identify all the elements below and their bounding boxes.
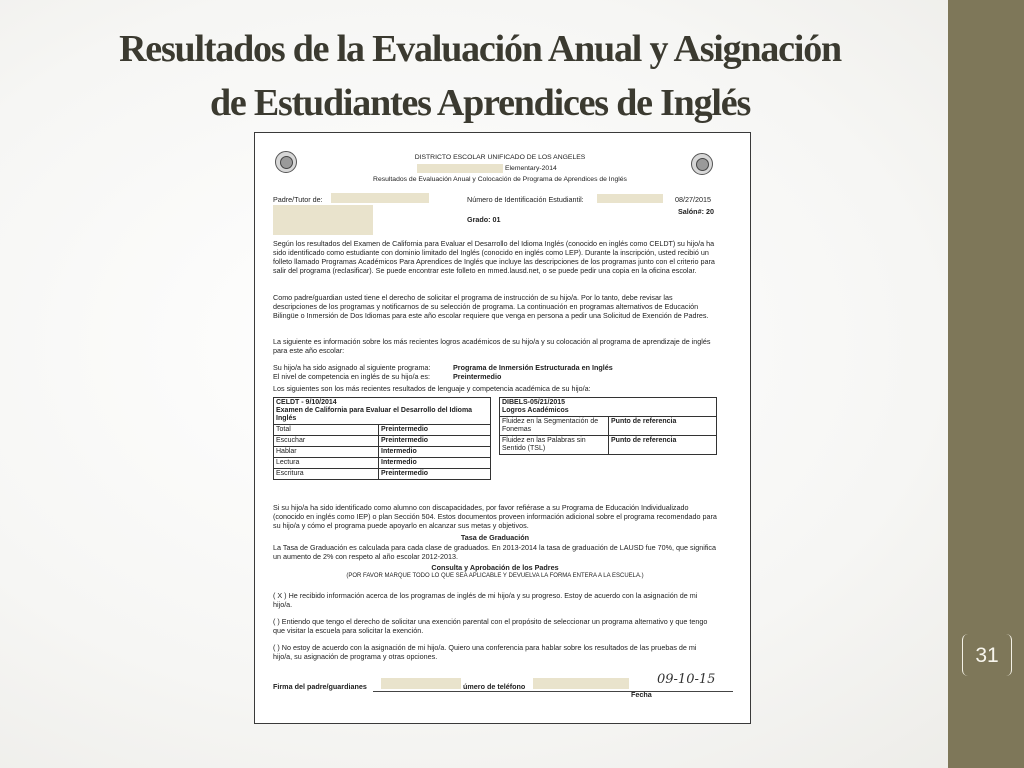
dibels-table [499, 397, 717, 455]
room-number: Salón#: 20 [678, 207, 714, 216]
consent-title: Consulta y Aprobación de los Padres [431, 563, 559, 572]
celdt-value: Preintermedio [379, 436, 491, 447]
page-number: 31 [975, 644, 999, 667]
signature-line [373, 691, 733, 692]
table-row [274, 436, 491, 447]
district-name: DISTRICTO ESCOLAR UNIFICADO DE LOS ANGELES [414, 154, 586, 161]
table-row [274, 469, 491, 480]
redacted-parent-name [331, 193, 429, 203]
slide-title-line2: de Estudiantes Aprendices de Inglés [209, 82, 751, 124]
consent-option-exemption: ( ) Entiendo que tengo el derecho de solicitar una exención parental con el propósito de seleccionar un programa alternativo y que tengo que visitar la escuela para solicitar la exención. [273, 617, 708, 635]
level-value: Preintermedio [453, 372, 502, 381]
level-label: El nivel de competencia en inglés de su hijo/a es: [273, 372, 431, 381]
celdt-label: Total [274, 425, 379, 436]
celdt-label: Lectura [274, 458, 379, 469]
district-seal-icon [275, 151, 297, 173]
table-row [500, 436, 717, 455]
page-number-badge [958, 630, 1016, 680]
dibels-label: Fluidez en la Segmentación de Fonemas [500, 417, 609, 436]
celdt-value: Preintermedio [379, 469, 491, 480]
paragraph-info: La siguiente es información sobre los más recientes logros académicos de su hijo/a y su colocación al programa de aprendizaje de inglés para este año escolar: [273, 337, 711, 355]
consent-option-agree: ( X ) He recibido información acerca de los programas de inglés de mi hijo/a y su progreso. Estoy de acuerdo con la asignación de mi hijo/a. [273, 591, 698, 609]
celdt-table [273, 397, 491, 480]
celdt-date: CELDT - 9/10/2014 [276, 399, 337, 406]
slide-title-line1: Resultados de la Evaluación Anual y Asignación [119, 28, 841, 70]
celdt-value: Preintermedio [379, 425, 491, 436]
graduation-text: La Tasa de Graduación es calculada para cada clase de graduados. En 2013-2014 la tasa de graduación de LAUSD fue 70%, que significa un aumento de 2% con respeto al año escolar 2012-2013. [273, 543, 716, 561]
dibels-value: Punto de referencia [609, 417, 717, 436]
assigned-program: Programa de Inmersión Estructurada en Inglés [453, 363, 613, 372]
document-date: 08/27/2015 [675, 195, 711, 204]
scanned-document [254, 132, 751, 724]
results-intro: Los siguientes son los más recientes resultados de lenguaje y competencia académica de su hijo/a: [273, 384, 591, 393]
dibels-value: Punto de referencia [609, 436, 717, 455]
table-row [274, 447, 491, 458]
celdt-value: Intermedio [379, 458, 491, 469]
table-row [500, 417, 717, 436]
consent-option-disagree: ( ) No estoy de acuerdo con la asignación de mi hijo/a. Quiero una conferencia para hablar sobre los resultados de las pruebas de mi hijo/a, su asignación de programa y otras opciones. [273, 643, 697, 661]
student-id-label: Número de Identificación Estudiantil: [467, 195, 584, 204]
school-seal-icon [691, 153, 713, 175]
table-row [274, 425, 491, 436]
redacted-address [273, 205, 373, 235]
redacted-signature [381, 678, 461, 689]
paragraph-disabilities: Si su hijo/a ha sido identificado como alumno con discapacidades, por favor refiérase a su Programa de Educación Individualizado (conocido en inglés como IEP) o plan Sección 504. Estos documentos proveen información adicional sobre el programa recomendado para su hijo/a y cómo el programa puede apoyarlo en alcanzar sus metas y objetivos. [273, 503, 717, 530]
phone-label: úmero de teléfono [463, 682, 526, 691]
grade: Grado: 01 [467, 215, 501, 224]
celdt-label: Hablar [274, 447, 379, 458]
dibels-header [500, 398, 717, 417]
handwritten-date: 09-10-15 [657, 672, 716, 687]
consent-subtitle: (POR FAVOR MARQUE TODO LO QUE SEA APLICABLE Y DEVUELVA LA FORMA ENTERA A LA ESCUELA.) [346, 573, 644, 579]
date-label: Fecha [631, 690, 652, 699]
parent-label: Padre/Tutor de: [273, 195, 323, 204]
signature-label: Firma del padre/guardianes [273, 682, 367, 691]
redacted-student-id [597, 194, 663, 203]
redacted-phone [533, 678, 629, 689]
celdt-title: Examen de California para Evaluar el Desarrollo del Idioma Inglés [276, 407, 473, 422]
paragraph-celdt: Según los resultados del Examen de California para Evaluar el Desarrollo del Idioma Inglés (conocido en inglés como CELDT) su hijo/a ha sido identificado como estudiante con dominio limitado del Inglés (conocido en inglés como LEP). Durante la inscripción, usted recibió un folleto llamado Programas Académicos Para Aprendices de Inglés que incluye las descripciones de los programas junto con el criterio para salir del programa (reclasificar). Se puede encontrar este folleto en mmed.lausd.net, o se puede pedir una copia en la oficina escolar. [273, 239, 715, 275]
celdt-header [274, 398, 491, 425]
redacted-school [417, 164, 503, 173]
school-year: Elementary-2014 [505, 165, 557, 172]
document-subtitle: Resultados de Evaluación Anual y Colocación de Programa de Aprendices de Inglés [373, 176, 627, 183]
graduation-title: Tasa de Graduación [460, 533, 530, 542]
celdt-label: Escritura [274, 469, 379, 480]
celdt-value: Intermedio [379, 447, 491, 458]
table-row [274, 458, 491, 469]
dibels-title: Logros Académicos [502, 407, 569, 414]
paragraph-rights: Como padre/guardian usted tiene el derecho de solicitar el programa de instrucción de su hijo/a. Por lo tanto, debe revisar las descripciones de los programas y notificarnos de su selección de programa. La continuación en programas alternativos de Educación Bilingüe o Inmersión de Dos Idiomas para este año escolar requiere que venga en persona a pedir una Solicitud de Exención de Padres. [273, 293, 709, 320]
celdt-label: Escuchar [274, 436, 379, 447]
slide-title [20, 22, 940, 130]
dibels-label: Fluidez en las Palabras sin Sentido (TSL) [500, 436, 609, 455]
dibels-date: DIBELS-05/21/2015 [502, 399, 566, 406]
assigned-label: Su hijo/a ha sido asignado al siguiente programa: [273, 363, 431, 372]
